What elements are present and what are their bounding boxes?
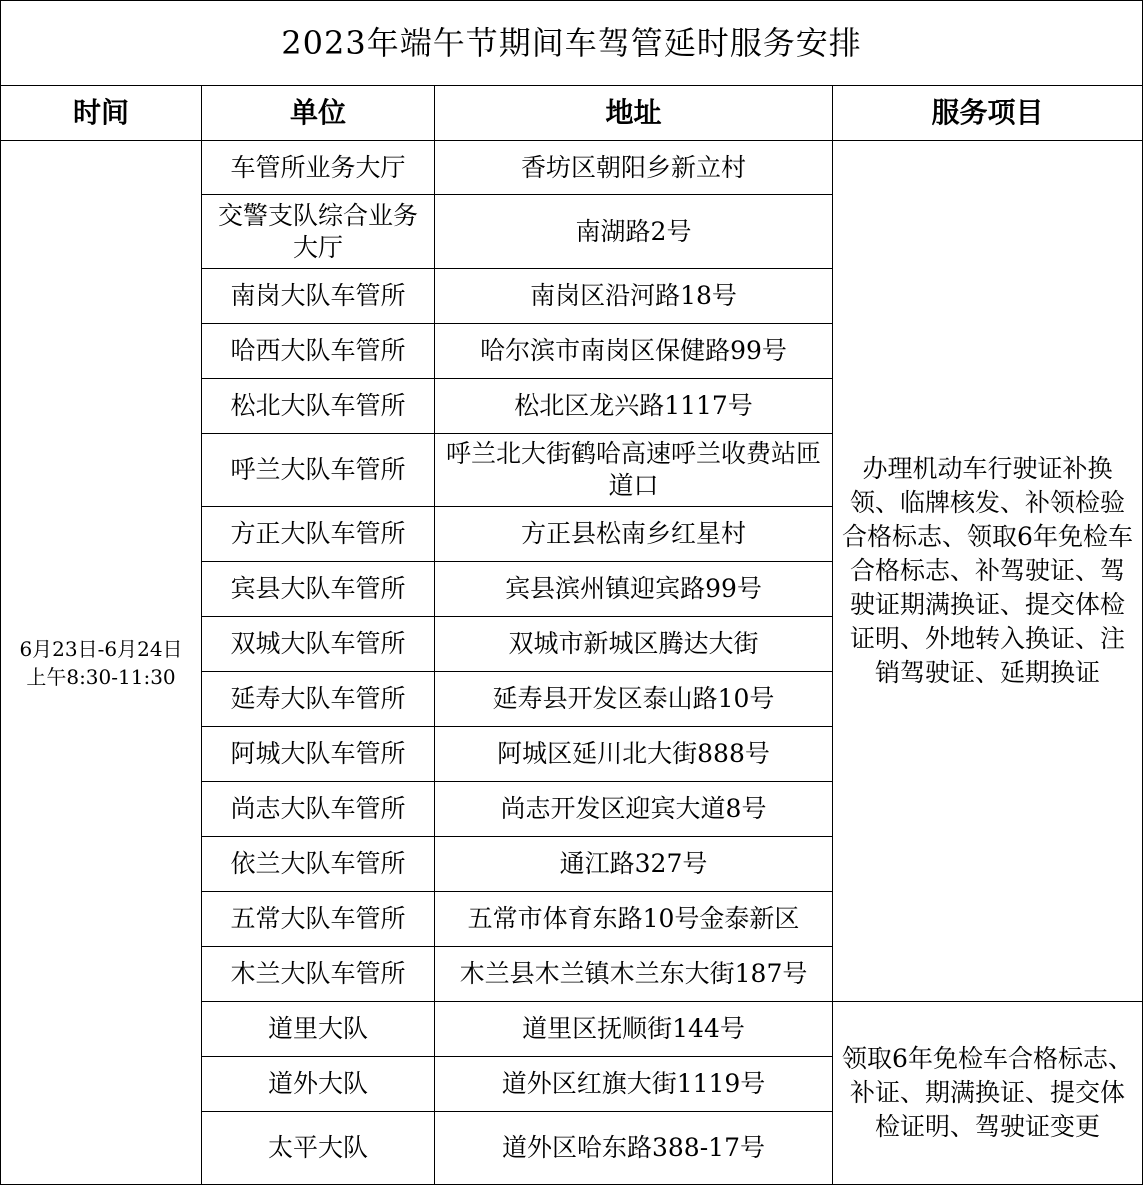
header-unit: 单位 bbox=[202, 86, 435, 141]
unit-cell: 交警支队综合业务大厅 bbox=[202, 195, 435, 269]
address-cell: 道外区红旗大街1119号 bbox=[435, 1057, 833, 1112]
address-cell: 木兰县木兰镇木兰东大街187号 bbox=[435, 947, 833, 1002]
service-items-cell: 办理机动车行驶证补换领、临牌核发、补领检验合格标志、领取6年免检车合格标志、补驾驶证、驾驶证期满换证、提交体检证明、外地转入换证、注销驾驶证、延期换证 bbox=[833, 141, 1143, 1002]
header-row bbox=[1, 86, 1143, 141]
time-cell: 6月23日-6月24日 上午8:30-11:30 bbox=[1, 141, 202, 1185]
unit-cell: 松北大队车管所 bbox=[202, 379, 435, 434]
table-row bbox=[1, 141, 1143, 195]
unit-cell: 五常大队车管所 bbox=[202, 892, 435, 947]
unit-cell: 阿城大队车管所 bbox=[202, 727, 435, 782]
unit-cell: 车管所业务大厅 bbox=[202, 141, 435, 195]
unit-cell: 尚志大队车管所 bbox=[202, 782, 435, 837]
address-cell: 呼兰北大街鹤哈高速呼兰收费站匝道口 bbox=[435, 434, 833, 507]
unit-cell: 太平大队 bbox=[202, 1112, 435, 1185]
address-cell: 通江路327号 bbox=[435, 837, 833, 892]
address-cell: 松北区龙兴路1117号 bbox=[435, 379, 833, 434]
unit-cell: 双城大队车管所 bbox=[202, 617, 435, 672]
address-cell: 方正县松南乡红星村 bbox=[435, 507, 833, 562]
header-time: 时间 bbox=[1, 86, 202, 141]
unit-cell: 哈西大队车管所 bbox=[202, 324, 435, 379]
header-address: 地址 bbox=[435, 86, 833, 141]
unit-cell: 依兰大队车管所 bbox=[202, 837, 435, 892]
service-items-cell: 领取6年免检车合格标志、补证、期满换证、提交体检证明、驾驶证变更 bbox=[833, 1002, 1143, 1185]
address-cell: 阿城区延川北大街888号 bbox=[435, 727, 833, 782]
address-cell: 延寿县开发区泰山路10号 bbox=[435, 672, 833, 727]
unit-cell: 方正大队车管所 bbox=[202, 507, 435, 562]
title-row bbox=[1, 1, 1143, 86]
unit-cell: 呼兰大队车管所 bbox=[202, 434, 435, 507]
unit-cell: 南岗大队车管所 bbox=[202, 269, 435, 324]
header-service: 服务项目 bbox=[833, 86, 1143, 141]
address-cell: 宾县滨州镇迎宾路99号 bbox=[435, 562, 833, 617]
page-title: 2023年端午节期间车驾管延时服务安排 bbox=[1, 1, 1143, 86]
address-cell: 南岗区沿河路18号 bbox=[435, 269, 833, 324]
unit-cell: 木兰大队车管所 bbox=[202, 947, 435, 1002]
address-cell: 尚志开发区迎宾大道8号 bbox=[435, 782, 833, 837]
address-cell: 哈尔滨市南岗区保健路99号 bbox=[435, 324, 833, 379]
address-cell: 南湖路2号 bbox=[435, 195, 833, 269]
address-cell: 道里区抚顺街144号 bbox=[435, 1002, 833, 1057]
address-cell: 香坊区朝阳乡新立村 bbox=[435, 141, 833, 195]
unit-cell: 延寿大队车管所 bbox=[202, 672, 435, 727]
address-cell: 五常市体育东路10号金泰新区 bbox=[435, 892, 833, 947]
unit-cell: 道里大队 bbox=[202, 1002, 435, 1057]
unit-cell: 道外大队 bbox=[202, 1057, 435, 1112]
address-cell: 道外区哈东路388-17号 bbox=[435, 1112, 833, 1185]
address-cell: 双城市新城区腾达大街 bbox=[435, 617, 833, 672]
unit-cell: 宾县大队车管所 bbox=[202, 562, 435, 617]
